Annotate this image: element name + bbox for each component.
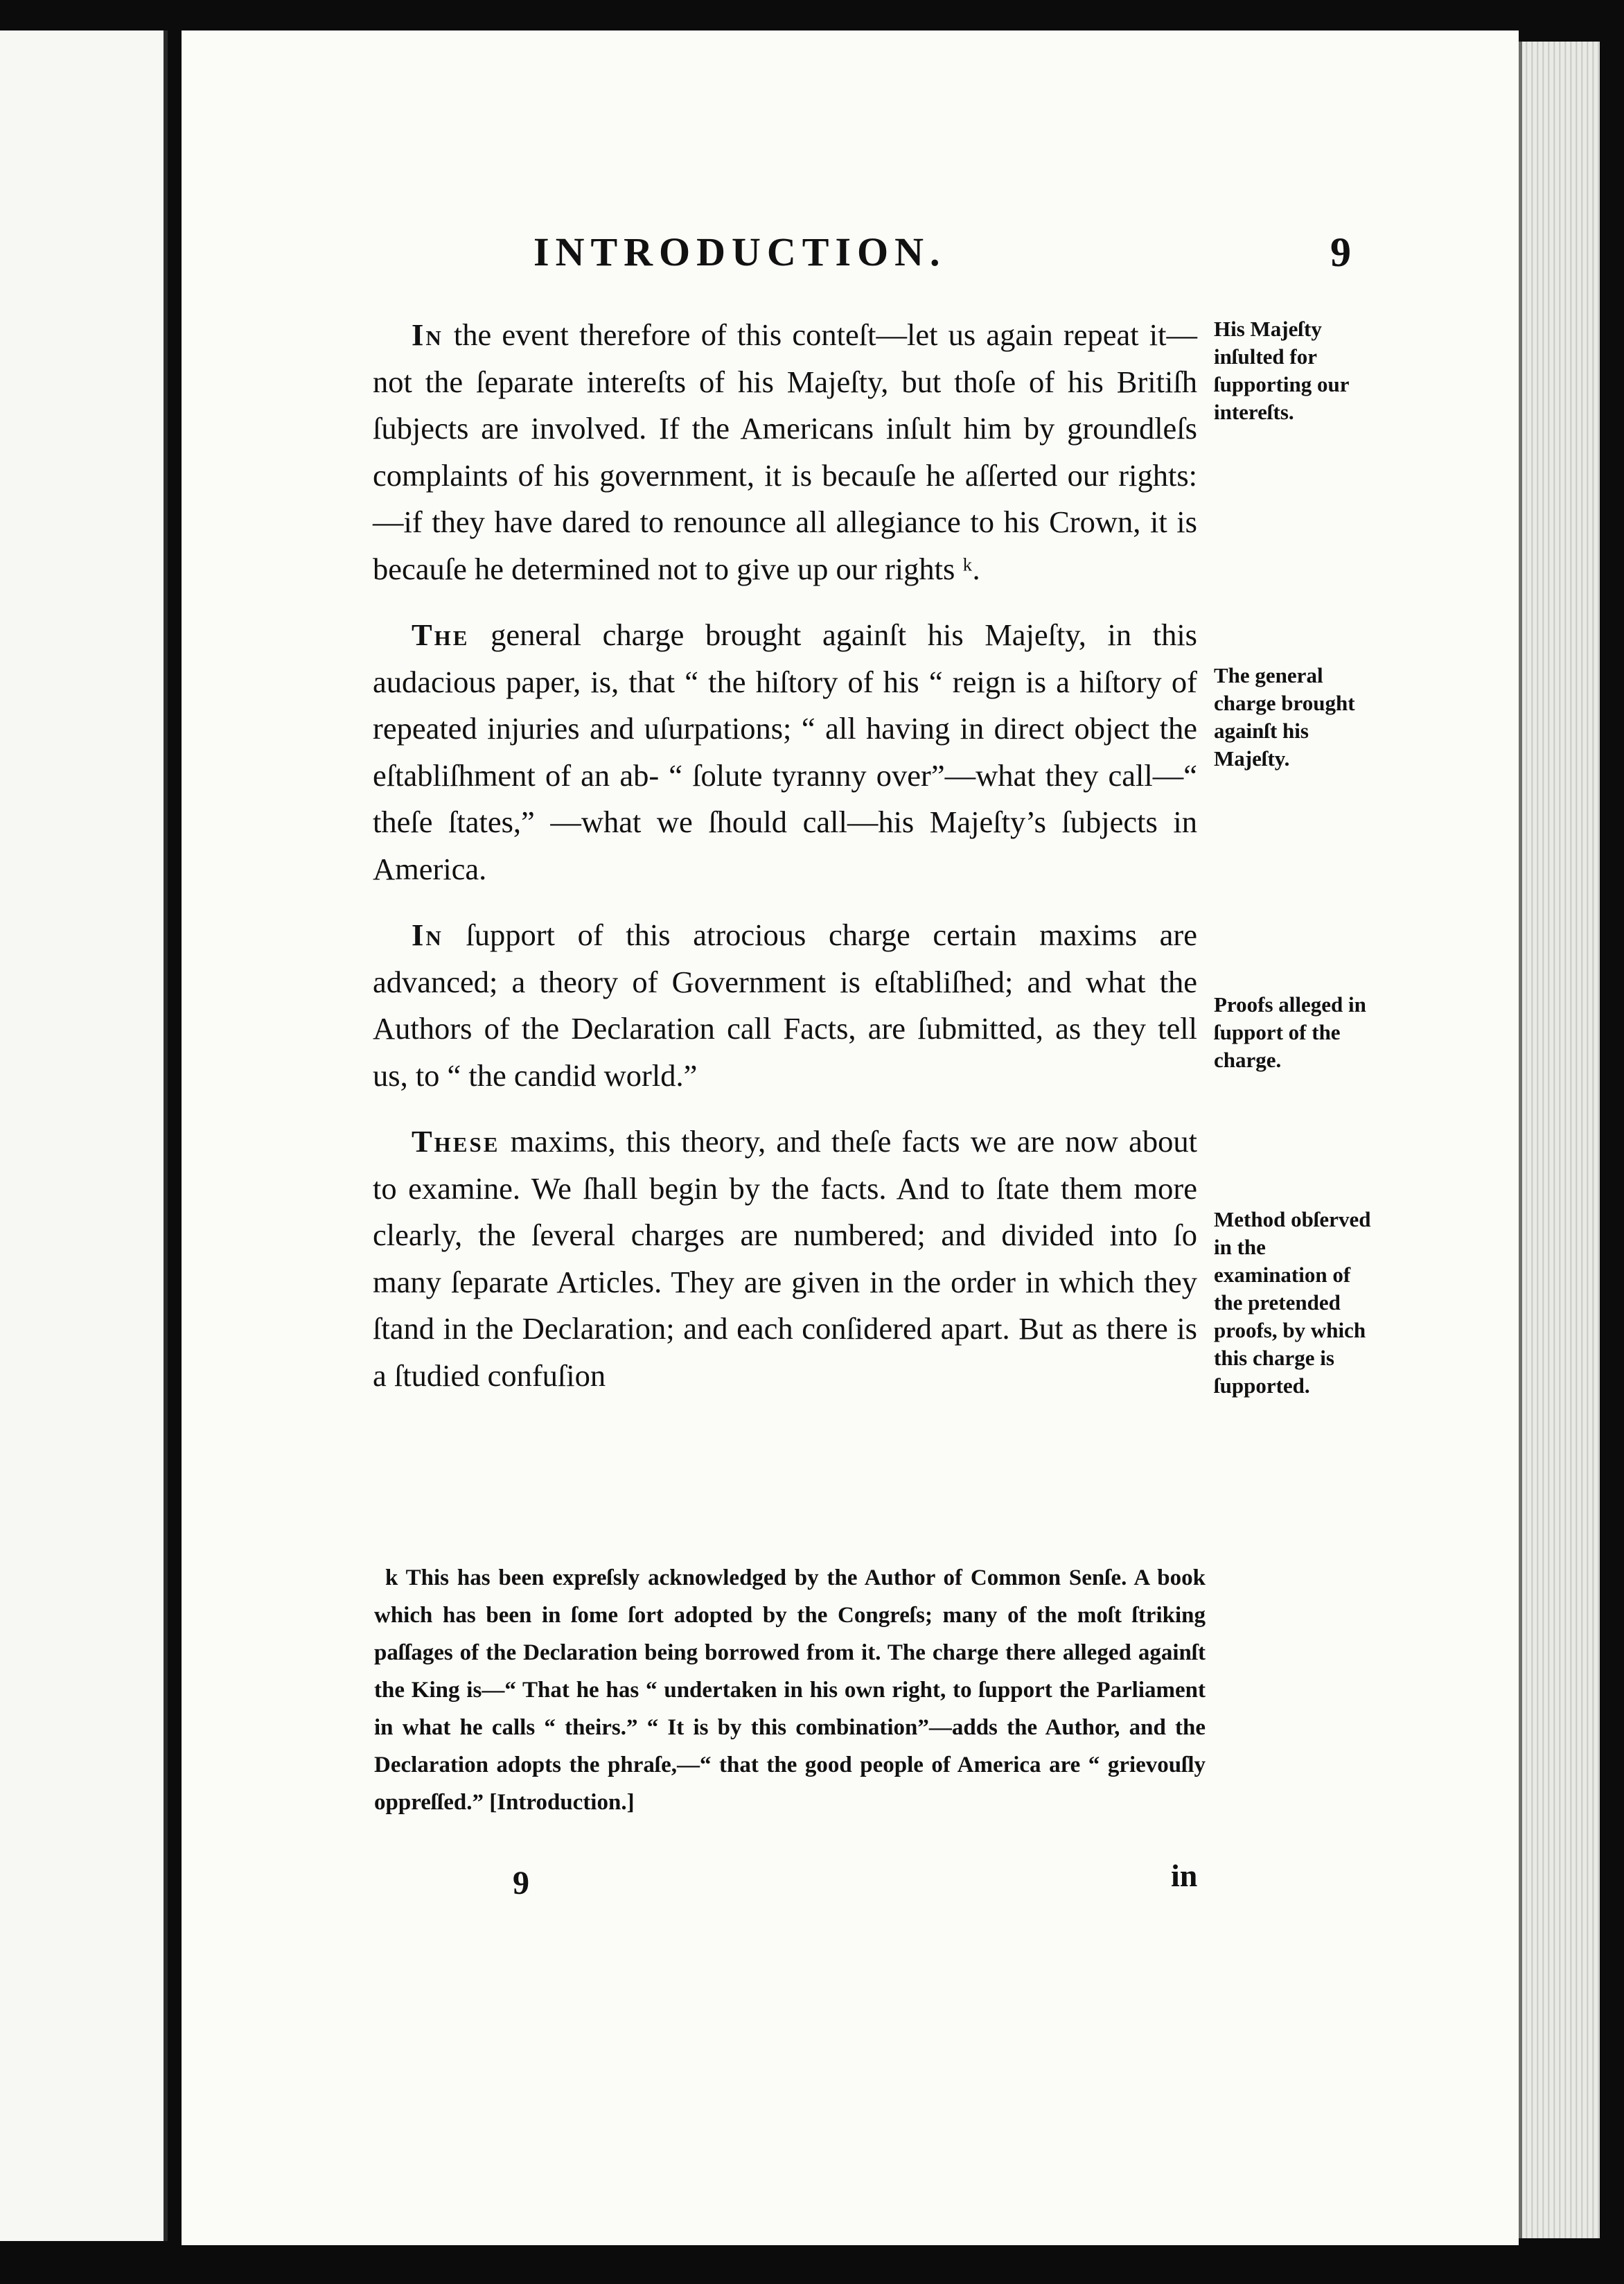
paragraph-text: general charge brought againſt his Majeſty, in this audacious paper, is, that “ the hiſtory of his “ reign is a hiſtory of repeated injuries and uſurpations; “ all having in direct object the eſtabliſhment of an ab- “ ſolute tyranny over”—what they call—“ theſe ſtates,” —what we ſhould call—his Majeſty’s ſubjects in America. xyxy=(373,617,1197,886)
paragraph-lead: These xyxy=(412,1124,500,1159)
paragraph xyxy=(373,912,1197,1099)
paragraph-lead: The xyxy=(412,617,470,652)
paragraph-lead: In xyxy=(412,317,443,352)
page-edges xyxy=(1519,42,1600,2238)
signature-mark: 9 xyxy=(513,1865,529,1901)
marginal-note: Proofs alleged in ſupport of the charge. xyxy=(1214,992,1366,1072)
paragraph-text: ſupport of this atrocious charge certain maxims are advanced; a theory of Government is eſtabliſhed; and what the Authors of the Declaration call Facts, are ſubmitted, as they tell us, to “ the candid world.” xyxy=(373,917,1197,1093)
paragraph-lead: In xyxy=(412,917,443,952)
paragraph-text: the event therefore of this conteſt—let us again repeat it—not the ſeparate intereſts of his Majeſty, but thoſe of his Britiſh ſubjects are involved. If the Americans inſult him by groundleſs complaints of his government, it is becauſe he aſſerted our rights:—if they have dared to renounce all allegiance to his Crown, it is becauſe he determined not to give up our rights ᵏ. xyxy=(373,317,1197,586)
paragraph xyxy=(373,612,1197,893)
running-title: INTRODUCTION. xyxy=(533,229,946,274)
paragraph xyxy=(373,312,1197,592)
paragraph-text: maxims, this theory, and theſe facts we are now about to examine. We ſhall begin by the facts. And to ſtate them more clearly, the ſeveral charges are numbered; and divided into ſo many ſeparate Articles. They are given in the order in which they ſtand in the Declaration; and each conſidered apart. But as there is a ſtudied confuſion xyxy=(373,1124,1197,1393)
marginal-note: His Majeſty inſulted for ſupporting our intereſts. xyxy=(1214,317,1349,424)
facing-page xyxy=(0,30,168,2241)
page-header xyxy=(346,229,1351,291)
catchword: in xyxy=(1171,1858,1198,1893)
marginal-note: The general charge brought againſt his Majeſty. xyxy=(1214,663,1355,771)
paragraph xyxy=(373,1118,1197,1399)
marginal-note: Method obſerved in the examination of the pretended proofs, by which this charge is ſupported. xyxy=(1214,1207,1371,1398)
main-text xyxy=(373,312,1197,1418)
page-number: 9 xyxy=(1330,229,1351,275)
footnote: k This has been expreſsly acknowledged by the Author of Common Senſe. A book which has been in ſome ſort adopted by the Congreſs; many of the moſt ſtriking paſſages of the Declaration being borrowed from it. The charge there alleged againſt the King is—“ That he has “ undertaken in his own right, to ſupport the Parliament in what he calls “ theirs.” “ It is by this combination”—adds the Author, and the Declaration adopts the phraſe,—“ that the good people of America are “ grievouſly oppreſſed.” [Introduction.] xyxy=(374,1565,1206,1815)
